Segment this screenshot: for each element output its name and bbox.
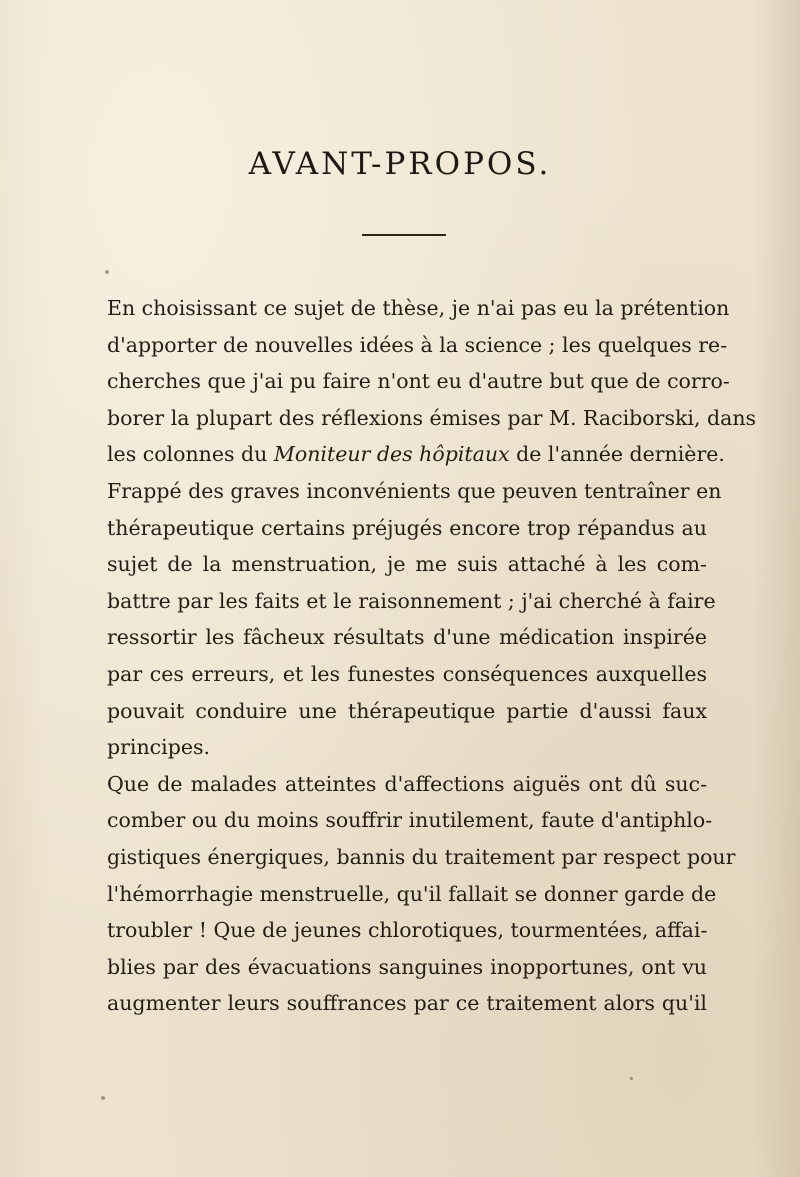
text-line: cherches que j'ai pu faire n'ont eu d'autre but que de corro- <box>107 369 730 394</box>
text-line <box>107 436 725 473</box>
text-line: sujet de la menstruation, je me suis attaché à les com- <box>107 552 707 577</box>
text-segment: de l'année dernière. <box>509 442 725 467</box>
text-line: d'apporter de nouvelles idées à la science ; les quelques re- <box>107 332 728 357</box>
text-line: augmenter leurs souffrances par ce traitement alors qu'il <box>107 991 707 1016</box>
text-line: borer la plupart des réflexions émises par M. Raciborski, dans <box>107 405 757 430</box>
body-text <box>107 290 757 1022</box>
page-title: AVANT-PROPOS. <box>248 146 552 182</box>
text-line: Que de malades atteintes d'affections aiguës ont dû suc- <box>107 771 707 796</box>
text-line: troubler ! Que de jeunes chlorotiques, tourmentées, affai- <box>107 918 708 943</box>
paper-speck <box>101 1096 105 1100</box>
paper-speck <box>630 1077 633 1080</box>
text-line: blies par des évacuations sanguines inopportunes, ont vu <box>107 954 707 979</box>
text-line: battre par les faits et le raisonnement ; j'ai cherché à faire <box>107 588 716 613</box>
text-line: comber ou du moins souffrir inutilement, faute d'antiphlo- <box>107 808 713 833</box>
text-line: par ces erreurs, et les funestes conséquences auxquelles <box>107 661 707 686</box>
title-divider <box>362 234 446 236</box>
text-line: l'hémorrhagie menstruelle, qu'il fallait se donner garde de <box>107 881 717 906</box>
text-line: pouvait conduire une thérapeutique partie d'aussi faux <box>107 698 707 723</box>
text-line: thérapeutique certains préjugés encore trop répandus au <box>107 515 707 540</box>
text-line: ressortir les fâcheux résultats d'une médication inspirée <box>107 625 707 650</box>
text-line: En choisissant ce sujet de thèse, je n'ai pas eu la prétention <box>107 296 730 320</box>
text-line: principes. <box>107 735 211 760</box>
text-line: gistiques énergiques, bannis du traitement par respect pour <box>107 844 736 869</box>
paper-speck <box>105 270 109 274</box>
journal-title: Moniteur des hôpitaux <box>273 442 510 467</box>
text-line: Frappé des graves inconvénients que peuven tentraîner en <box>107 478 722 503</box>
text-segment: les colonnes du <box>107 442 274 467</box>
